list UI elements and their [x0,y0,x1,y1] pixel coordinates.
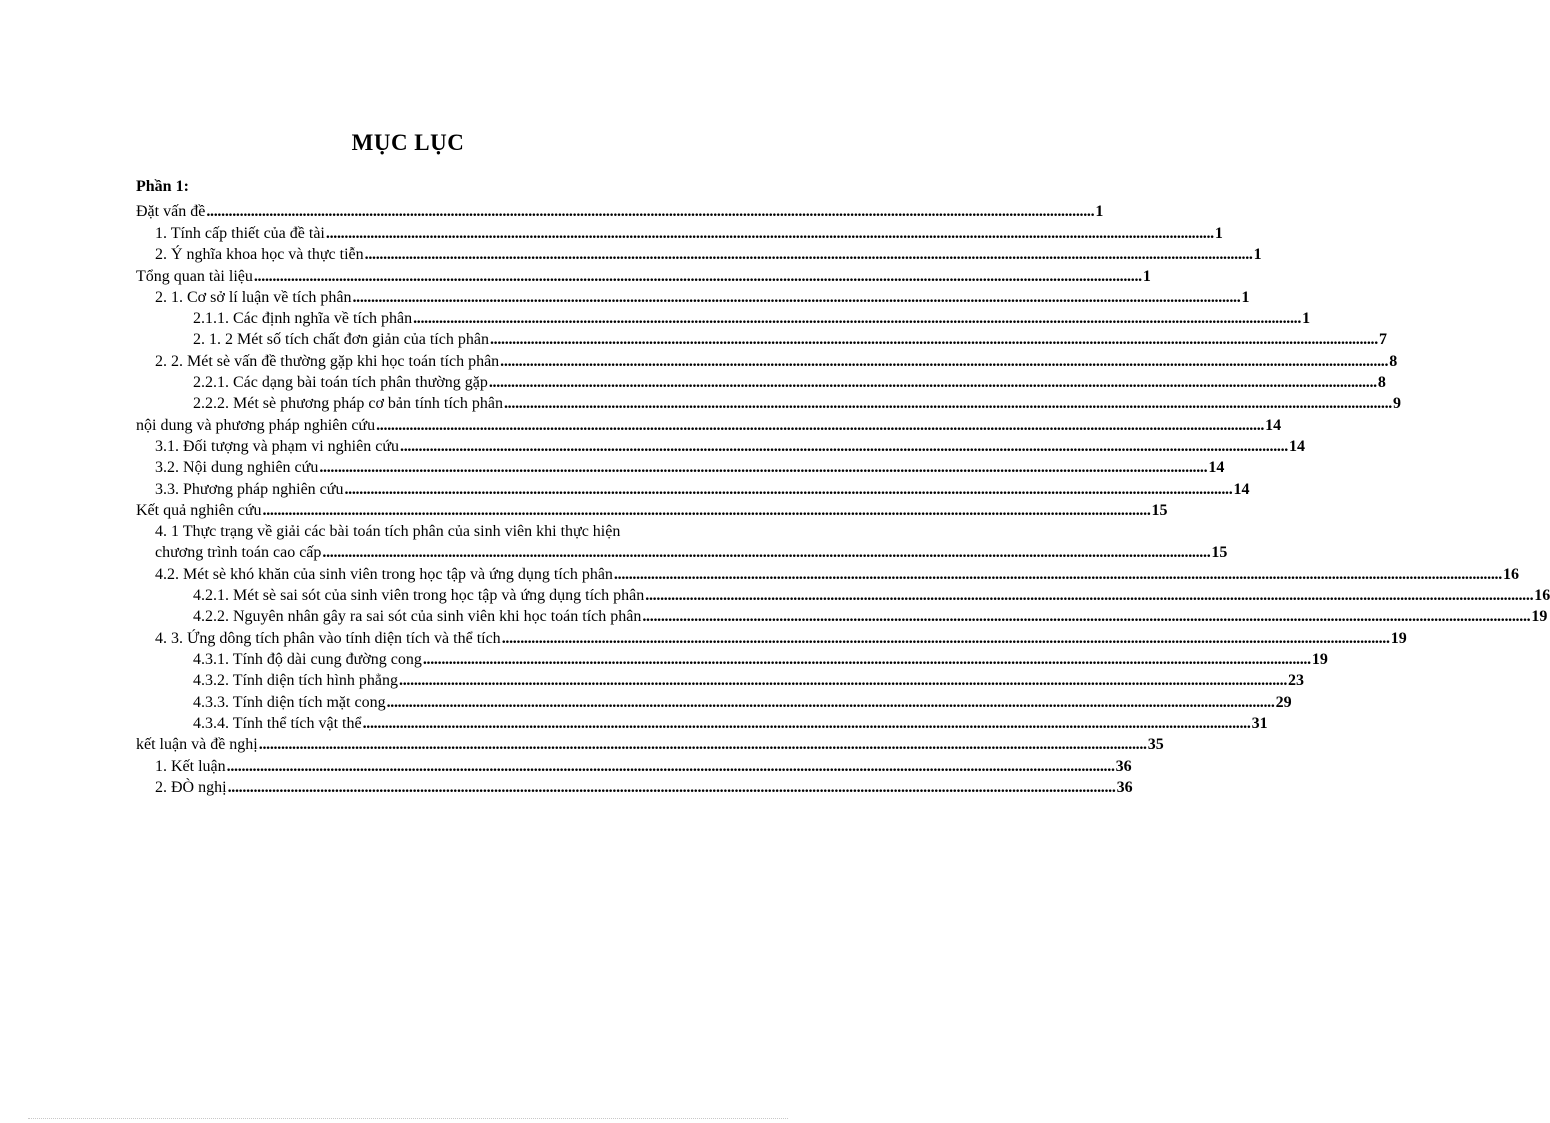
toc-entry-label: 2.2.2. Mét sè phương pháp cơ bản tính tích phân [193,395,503,412]
toc-entry-page: 1 [1142,268,1151,285]
toc-leader-dots: ................................................................................................................................................................................................................................................ [352,289,1241,306]
toc-leader-dots: ................................................................................................................................................................................................................................................ [325,225,1214,242]
toc-entry-label: 2. ĐÒ nghị [155,779,227,796]
toc-entry[interactable] [155,245,1262,265]
toc-entry-label: 2. 1. Cơ sở lí luận về tích phân [155,289,352,306]
toc-leader-dots: ................................................................................................................................................................................................................................................ [386,694,1275,711]
toc-entry-label: 3.3. Phương pháp nghiên cứu [155,481,344,498]
toc-entry-label: nội dung và phương pháp nghiên cứu [136,417,376,434]
toc-entry-page: 9 [1393,395,1401,412]
toc-entry-label: 4.2.2. Nguyên nhân gây ra sai sót của sinh viên khi học toán tích phân [193,608,642,625]
toc-leader-dots: ................................................................................................................................................................................................................................................ [413,310,1302,327]
toc-leader-dots: ................................................................................................................................................................................................................................................ [645,587,1534,604]
toc-leader-dots: ................................................................................................................................................................................................................................................ [400,438,1289,455]
toc-entry-page: 8 [1389,353,1398,370]
toc-entry-label: 2.2.1. Các dạng bài toán tích phân thường gặp [193,374,488,391]
toc-entry-page: 23 [1288,672,1305,689]
toc-leader-dots: ................................................................................................................................................................................................................................................ [322,544,1211,561]
toc-leader-dots: ................................................................................................................................................................................................................................................ [488,374,1377,391]
toc-entry[interactable] [155,543,1228,563]
toc-entry-page: 19 [1531,608,1548,625]
toc-entry-label: 4.3.2. Tính diện tích hình phẳng [193,672,399,689]
toc-entry[interactable] [193,714,1268,734]
toc-leader-dots: ................................................................................................................................................................................................................................................ [501,630,1390,647]
toc-entry[interactable] [193,373,1386,393]
toc-entry-page: 36 [1115,758,1132,775]
toc-entry-page: 36 [1116,779,1133,796]
toc-entry-page: 15 [1151,502,1168,519]
toc-entry-page: 31 [1251,715,1268,732]
toc-entry[interactable] [193,607,1548,627]
toc-title: MỤC LỤC [351,130,465,155]
toc-leader-dots: ................................................................................................................................................................................................................................................ [253,268,1142,285]
toc-entry[interactable] [193,309,1311,329]
toc-entry-page: 15 [1211,544,1228,561]
toc-entry[interactable] [193,394,1401,414]
toc-leader-dots: ................................................................................................................................................................................................................................................ [613,566,1502,583]
toc-leader-dots: ................................................................................................................................................................................................................................................ [642,608,1531,625]
toc-entry-page: 19 [1311,651,1328,668]
toc-entry-page: 35 [1147,736,1164,753]
toc-entry-label: 2. 1. 2 Mét số tích chất đơn giản của tích phân [193,331,489,348]
toc-entry-page: 7 [1378,331,1387,348]
toc-leader-dots: ................................................................................................................................................................................................................................................ [206,203,1095,220]
toc-entry-label: 4. 3. Ứng dông tích phân vào tính diện tích và thể tích [155,630,501,647]
toc-entry-label: 4.3.1. Tính độ dài cung đường cong [193,651,422,668]
toc-entry[interactable] [155,437,1306,457]
toc-entry[interactable] [136,267,1151,287]
toc-entry[interactable] [155,778,1133,798]
toc-entry-label: 2. 2. Mét sè vấn đề thường gặp khi học toán tích phân [155,353,500,370]
part-heading: Phần 1: [136,178,189,195]
toc-leader-dots: ................................................................................................................................................................................................................................................ [376,417,1265,434]
toc-entry[interactable] [155,224,1223,244]
page-bottom-border [28,1118,788,1119]
toc-leader-dots: ................................................................................................................................................................................................................................................ [344,481,1233,498]
toc-entry[interactable] [136,735,1164,755]
toc-entry-label: 4.3.3. Tính diện tích mặt cong [193,694,386,711]
toc-entry[interactable] [155,757,1132,777]
toc-entry-page: 14 [1265,417,1282,434]
toc-entry-label: 4.3.4. Tính thể tích vật thể [193,715,362,732]
toc-entry-page: 16 [1534,587,1550,604]
toc-entry-label: kết luận và đề nghị [136,736,258,753]
toc-entry[interactable] [155,629,1407,649]
toc-entry-label: 2. Ý nghĩa khoa học và thực tiễn [155,246,364,263]
toc-entry-label: 1. Kết luận [155,758,226,775]
toc-leader-dots: ................................................................................................................................................................................................................................................ [503,395,1392,412]
toc-leader-dots: ................................................................................................................................................................................................................................................ [258,736,1147,753]
toc-entry-label: 1. Tính cấp thiết của đề tài [155,225,325,242]
toc-entry[interactable] [155,288,1250,308]
toc-entry[interactable] [155,352,1398,372]
toc-entry-label: 2.1.1. Các định nghĩa về tích phân [193,310,413,327]
toc-entry-label: 4.2.1. Mét sè sai sót của sinh viên trong học tập và ứng dụng tích phân [193,587,645,604]
toc-leader-dots: ................................................................................................................................................................................................................................................ [319,459,1208,476]
toc-leader-dots: ................................................................................................................................................................................................................................................ [422,651,1311,668]
toc-leader-dots: ................................................................................................................................................................................................................................................ [489,331,1378,348]
toc-entry-page: 29 [1275,694,1292,711]
toc-entry-label: chương trình toán cao cấp [155,544,322,561]
toc-entry-label: 3.2. Nội dung nghiên cứu [155,459,319,476]
toc-entry-page: 14 [1208,459,1225,476]
toc-entry[interactable] [193,693,1292,713]
toc-entry-page: 1 [1095,203,1104,220]
toc-entry-page: 8 [1377,374,1386,391]
toc-leader-dots: ................................................................................................................................................................................................................................................ [227,779,1116,796]
toc-leader-dots: ................................................................................................................................................................................................................................................ [500,353,1389,370]
toc-entry[interactable] [136,501,1168,521]
toc-entry-page: 1 [1253,246,1262,263]
toc-entry-page: 14 [1289,438,1306,455]
toc-entry-label: 4.2. Mét sè khó khăn của sinh viên trong học tập và ứng dụng tích phân [155,566,613,583]
toc-leader-dots: ................................................................................................................................................................................................................................................ [364,246,1253,263]
toc-entry-label: Tổng quan tài liệu [136,268,253,285]
toc-entry[interactable] [193,330,1387,350]
toc-entry-page: 1 [1302,310,1311,327]
toc-leader-dots: ................................................................................................................................................................................................................................................ [399,672,1288,689]
toc-leader-dots: ................................................................................................................................................................................................................................................ [262,502,1151,519]
toc-entry[interactable] [193,671,1305,691]
toc-leader-dots: ................................................................................................................................................................................................................................................ [362,715,1251,732]
toc-leader-dots: ................................................................................................................................................................................................................................................ [226,758,1115,775]
toc-entry-page: 16 [1502,566,1519,583]
toc-entry[interactable] [136,416,1282,436]
toc-entry[interactable] [155,480,1250,500]
toc-entry-page: 19 [1390,630,1407,647]
toc-entry-label: Đặt vấn đề [136,203,206,220]
toc-entry-label: 3.1. Đối tượng và phạm vi nghiên cứu [155,438,399,455]
toc-entry-label[interactable]: 4. 1 Thực trạng về giải các bài toán tích phân của sinh viên khi thực hiện [155,523,621,540]
toc-entry-page: 14 [1233,481,1250,498]
toc-entry-page: 1 [1214,225,1223,242]
toc-entry[interactable] [155,458,1225,478]
toc-entry-label: Kết quả nghiên cứu [136,502,262,519]
toc-entry[interactable] [193,586,1550,606]
toc-entry[interactable] [155,565,1519,585]
toc-entry[interactable] [193,650,1328,670]
toc-entry[interactable] [136,202,1104,222]
toc-entry-page: 1 [1241,289,1250,306]
